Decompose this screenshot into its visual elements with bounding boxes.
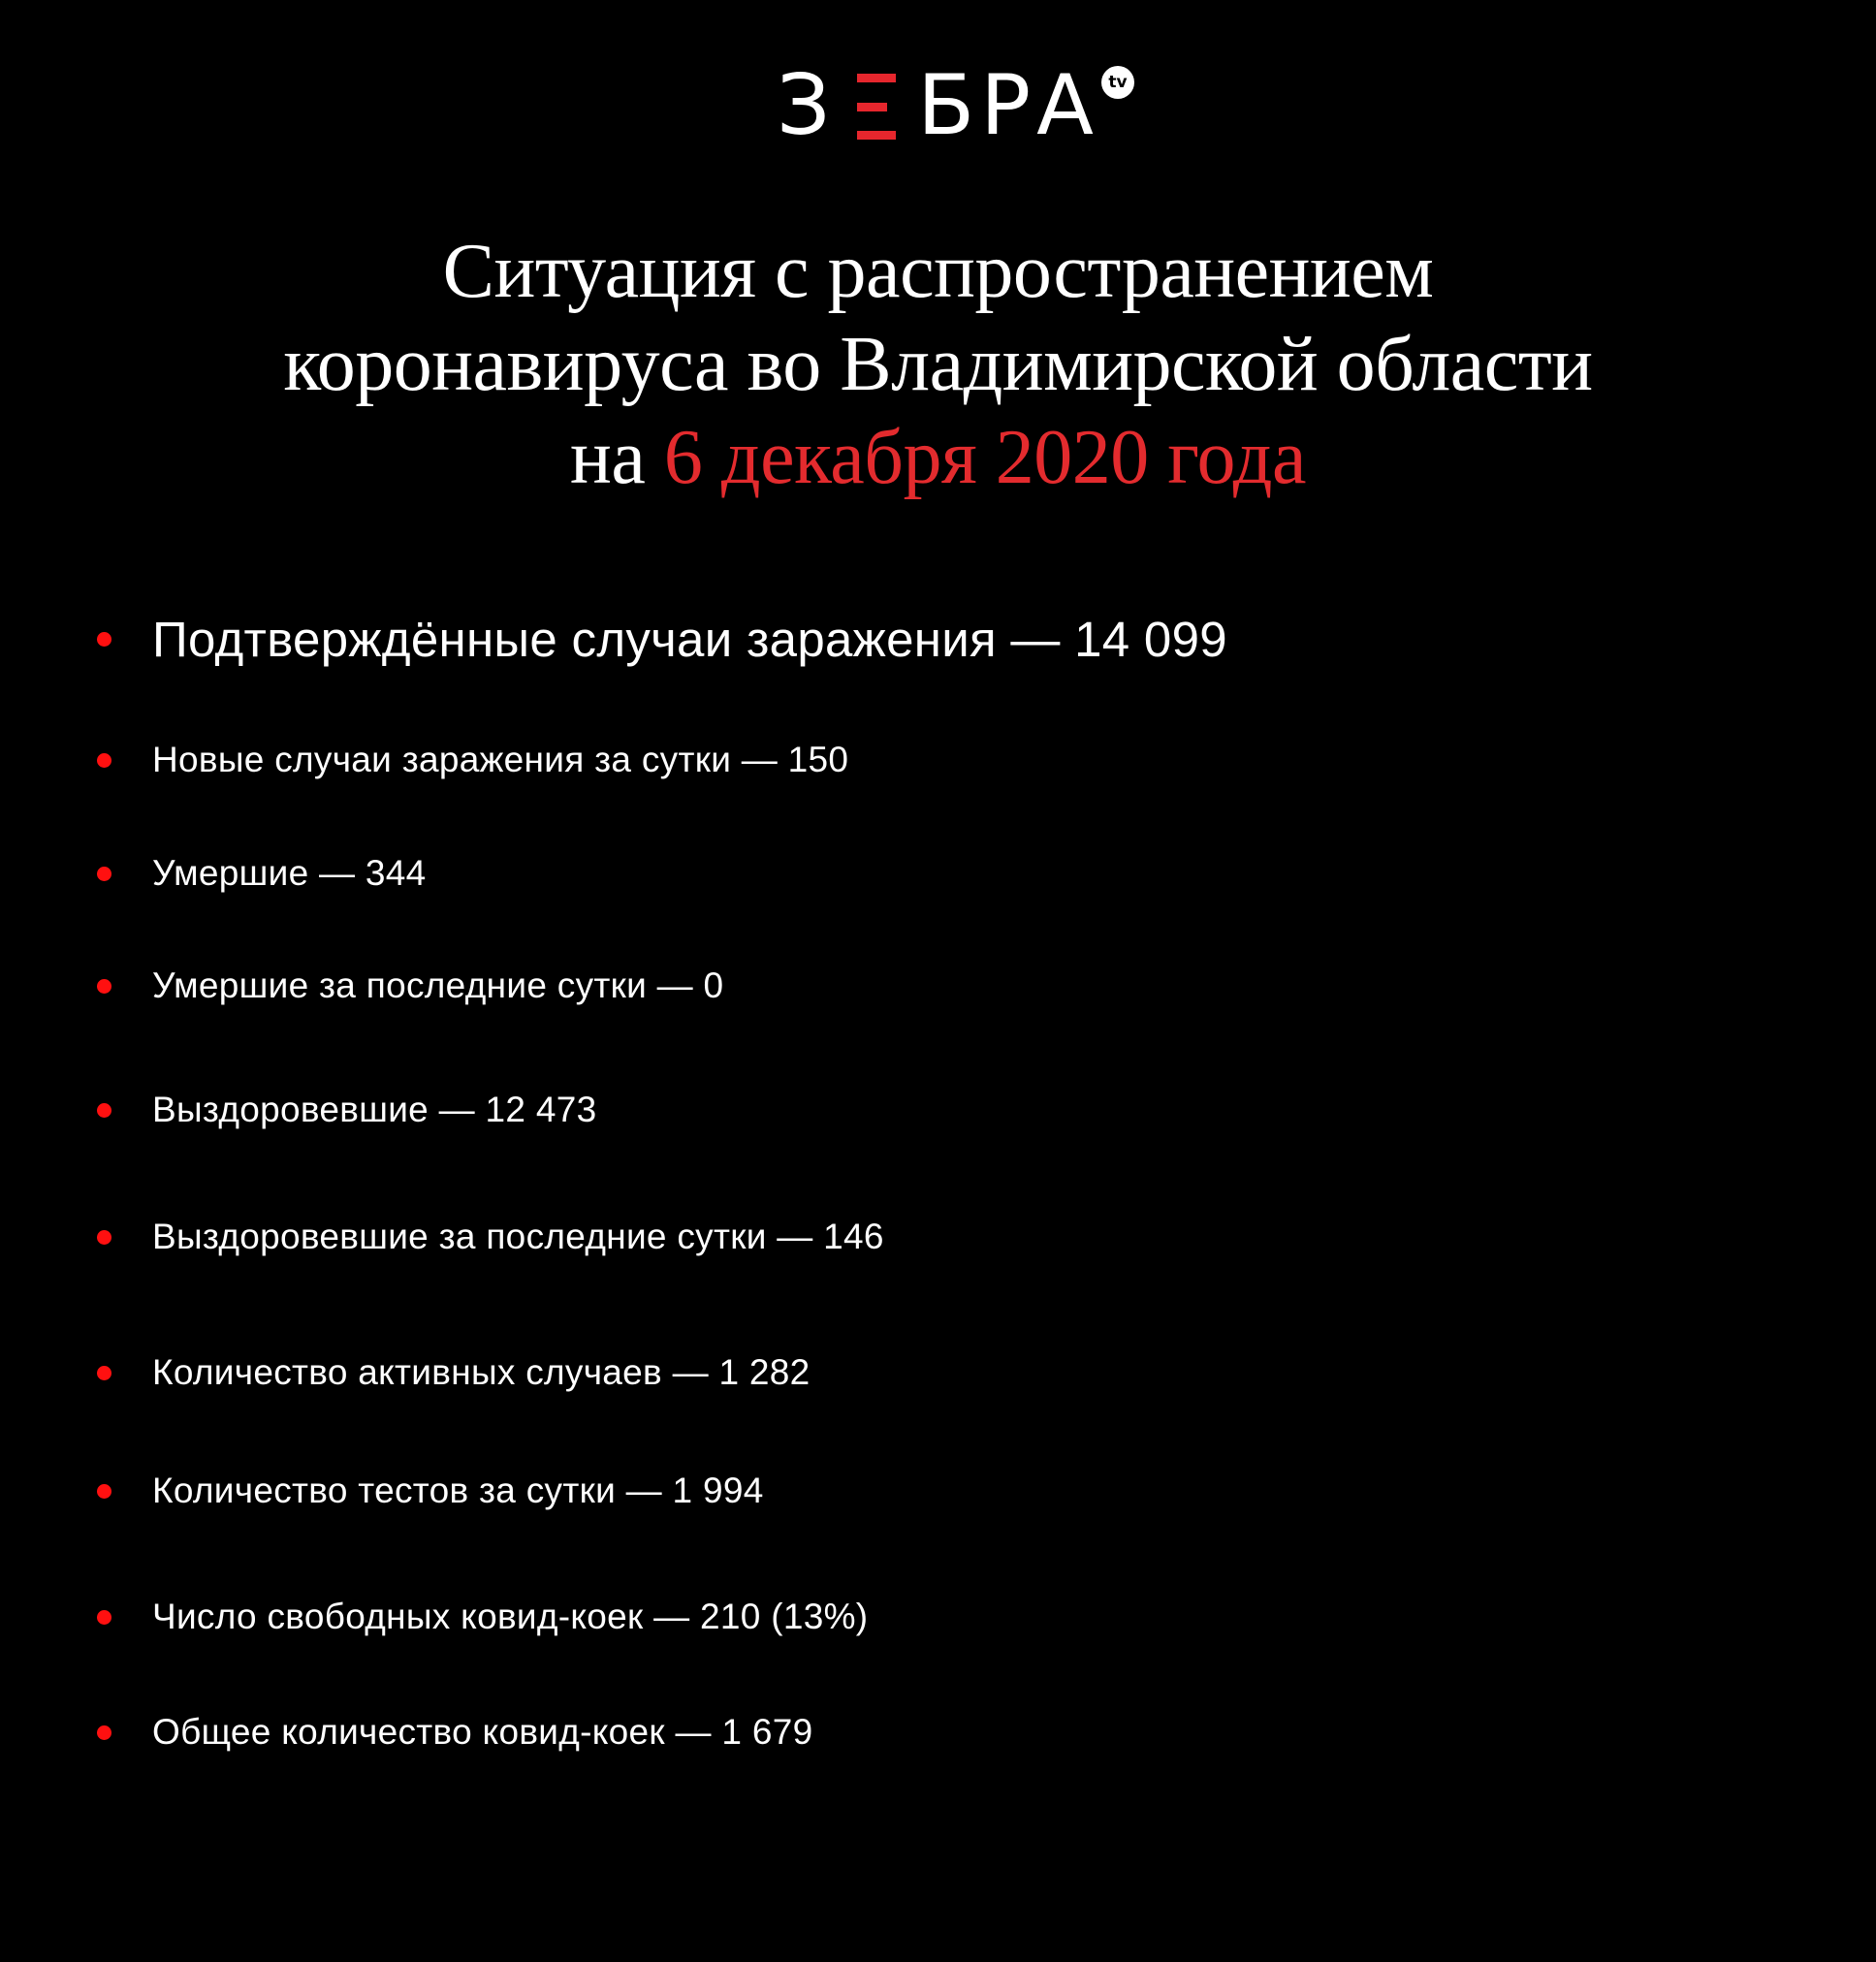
- bullet-icon: [97, 1484, 111, 1499]
- stat-deaths-daily: [97, 965, 723, 1006]
- stat-tests-daily: [97, 1471, 764, 1511]
- logo-letter-z: З: [777, 57, 837, 154]
- stat-label: Новые случаи заражения за сутки — 150: [152, 740, 849, 779]
- bullet-icon: [97, 1103, 111, 1118]
- stat-label: Количество тестов за сутки — 1 994: [152, 1471, 764, 1510]
- bullet-icon: [97, 632, 111, 647]
- bullet-icon: [97, 867, 111, 881]
- stat-new-cases: [97, 740, 848, 780]
- stat-label: Количество активных случаев — 1 282: [152, 1352, 811, 1392]
- title-date-prefix: на: [570, 415, 646, 500]
- bullet-icon: [97, 1725, 111, 1740]
- stat-confirmed-cases: [97, 611, 1227, 668]
- stat-label: Число свободных ковид-коек — 210 (13%): [152, 1597, 869, 1636]
- page-title: [0, 225, 1876, 504]
- stat-label: Выздоровевшие за последние сутки — 146: [152, 1217, 884, 1256]
- stat-total-beds: [97, 1712, 812, 1753]
- stat-label: Умершие за последние сутки — 0: [152, 965, 724, 1005]
- title-line-1: Ситуация с распространением: [442, 229, 1434, 314]
- stat-deaths: [97, 853, 427, 894]
- bullet-icon: [97, 979, 111, 994]
- bullet-icon: [97, 753, 111, 768]
- logo-letters: БРА: [917, 57, 1099, 154]
- stat-label: Подтверждённые случаи заражения — 14 099: [152, 612, 1227, 667]
- stat-free-beds: [97, 1597, 868, 1637]
- bullet-icon: [97, 1610, 111, 1625]
- stat-recovered: [97, 1090, 596, 1130]
- stat-active-cases: [97, 1352, 811, 1393]
- title-date: 6 декабря 2020 года: [663, 415, 1306, 500]
- stat-label: Общее количество ковид-коек — 1 679: [152, 1712, 813, 1752]
- stat-recovered-daily: [97, 1217, 884, 1257]
- tv-badge-icon: tv: [1101, 66, 1134, 99]
- stat-label: Выздоровевшие — 12 473: [152, 1090, 597, 1129]
- logo-red-bars-icon: [857, 74, 896, 140]
- title-line-2: коронавируса во Владимирской области: [283, 322, 1593, 407]
- bullet-icon: [97, 1366, 111, 1380]
- bullet-icon: [97, 1230, 111, 1245]
- zebra-tv-logo: [0, 57, 1876, 154]
- stat-label: Умершие — 344: [152, 853, 427, 893]
- title-line-3: [0, 411, 1876, 504]
